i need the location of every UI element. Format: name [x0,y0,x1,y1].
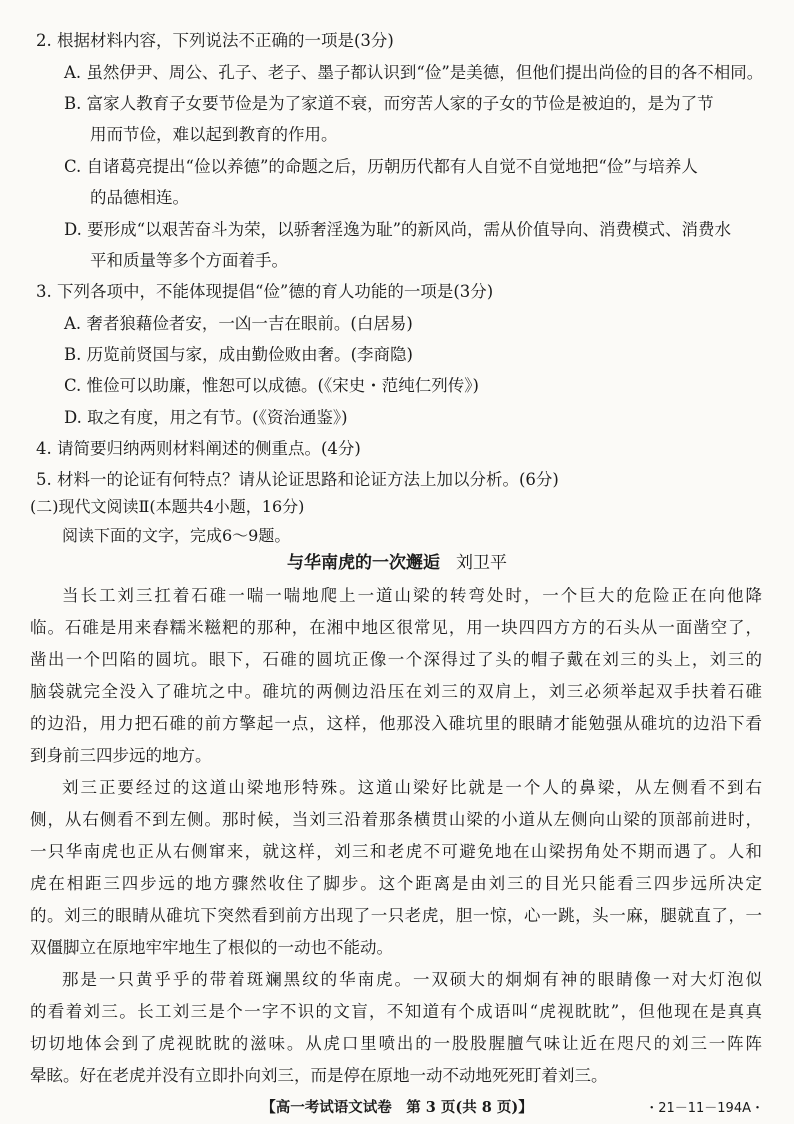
question-2-option-b-cont: 用而节俭，难以起到教育的作用。 [90,125,338,144]
article-line: 凿出一个凹陷的圆坑。眼下，石碓的圆坑正像一个深得过了头的帽子戴在刘三的头上，刘三的 [30,650,762,669]
article-line: 一只华南虎也正从右侧窜来，就这样，刘三和老虎不可避免地在山梁拐角处不期而遇了。人和 [30,842,762,861]
article-line: 晕眩。好在老虎并没有立即扑向刘三，而是停在原地一动不动地死死盯着刘三。 [30,1066,608,1085]
section-instruction: 阅读下面的文字，完成6～9题。 [62,526,291,545]
question-2-option-c-cont: 的品德相连。 [90,188,189,207]
article-line: 刘三正要经过的这道山梁地形特殊。这道山梁好比就是一个人的鼻梁，从左侧看不到右 [62,778,762,797]
question-2-option-a: A. 虽然伊尹、周公、孔子、老子、墨子都认识到“俭”是美德，但他们提出尚俭的目的各不相同。 [64,63,764,82]
article-line: 的边沿，用力把石碓的前方擎起一点，这样，他那没入碓坑里的眼睛才能勉强从碓坑的边沿下看 [30,714,762,733]
article-line: 的看着刘三。长工刘三是个一字不识的文盲，不知道有个成语叫“虎视眈眈”，但他现在是真真 [30,1002,762,1021]
question-3-option-d: D. 取之有度，用之有节。(《资治通鉴》) [64,408,348,427]
page-footer: 【高一考试语文试卷 第 3 页(共 8 页)】 [261,1099,533,1116]
question-3-stem: 3. 下列各项中，不能体现提倡“俭”德的育人功能的一项是(3分) [36,282,494,301]
section-heading: (二)现代文阅读Ⅱ(本题共4小题，16分) [30,497,305,516]
article-line: 双僵脚立在原地牢牢地生了根似的一动也不能动。 [30,938,393,957]
article-line: 的。刘三的眼睛从碓坑下突然看到前方出现了一只老虎，胆一惊，心一跳，头一麻，腿就直了，一 [30,906,762,925]
question-2-option-d-cont: 平和质量等多个方面着手。 [90,251,288,270]
article-line: 那是一只黄乎乎的带着斑斓黑纹的华南虎。一双硕大的炯炯有神的眼睛像一对大灯泡似 [62,970,762,989]
article-author: 刘卫平 [456,553,507,573]
question-2-option-c: C. 自诸葛亮提出“俭以养德”的命题之后，历朝历代都有人自觉不自觉地把“俭”与培养人 [64,157,698,176]
article-line: 虎在相距三四步远的地方骤然收住了脚步。这个距离是由刘三的目光只能看三四步远所决定 [30,874,762,893]
article-title: 与华南虎的一次邂逅 [287,553,440,573]
article-line: 到身前三四步远的地方。 [30,746,212,765]
question-3-option-c: C. 惟俭可以助廉，惟恕可以成德。(《宋史・范纯仁列传》) [64,376,479,395]
paper-code: ・21－11－194A・ [645,1101,764,1116]
article-line: 侧，从右侧看不到左侧。那时候，当刘三沿着那条横贯山梁的小道从左侧向山梁的顶部前进时， [30,810,762,829]
question-5: 5. 材料一的论证有何特点？请从论证思路和论证方法上加以分析。(6分) [36,470,559,489]
question-2-option-b: B. 富家人教育子女要节俭是为了家道不衰，而穷苦人家的子女的节俭是被迫的，是为了节 [64,94,714,113]
article-title-row [0,552,794,574]
article-line: 临。石碓是用来舂糯米糍粑的那种，在湘中地区很常见，用一块四四方方的石头从一面凿空了， [30,618,762,637]
article-line: 脑袋就完全没入了碓坑之中。碓坑的两侧边沿压在刘三的双肩上，刘三必须举起双手扶着石碓 [30,682,762,701]
article-line: 当长工刘三扛着石碓一喘一喘地爬上一道山梁的转弯处时，一个巨大的危险正在向他降 [62,586,762,605]
article-line: 切切地体会到了虎视眈眈的滋味。从虎口里喷出的一股股腥膻气味让近在咫尺的刘三一阵阵 [30,1034,762,1053]
question-3-option-a: A. 奢者狼藉俭者安，一凶一吉在眼前。(白居易) [64,314,413,333]
question-3-option-b: B. 历览前贤国与家，成由勤俭败由奢。(李商隐) [64,345,413,364]
question-4: 4. 请简要归纳两则材料阐述的侧重点。(4分) [36,439,361,458]
question-2-stem: 2. 根据材料内容，下列说法不正确的一项是(3分) [36,31,394,50]
question-2-option-d: D. 要形成“以艰苦奋斗为荣，以骄奢淫逸为耻”的新风尚，需从价值导向、消费模式、消费水 [64,220,732,239]
